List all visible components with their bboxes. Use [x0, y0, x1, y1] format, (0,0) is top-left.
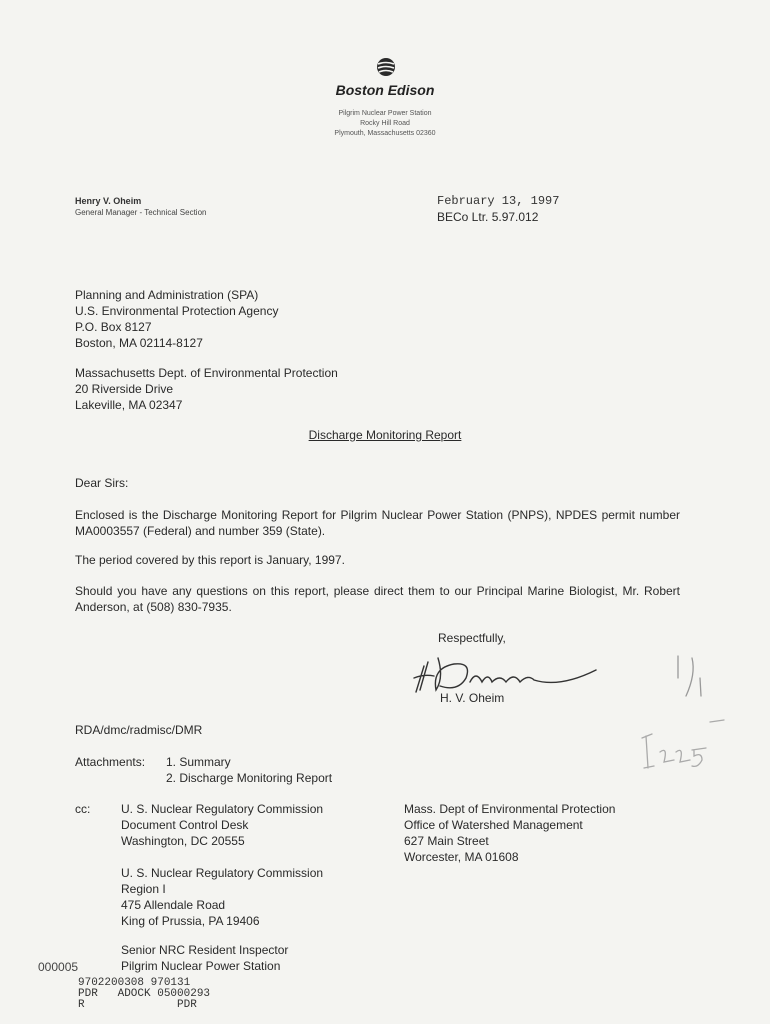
cc-label: cc: [75, 802, 91, 816]
cc-line: Pilgrim Nuclear Power Station [121, 959, 281, 973]
cc-recipient [404, 801, 615, 865]
closing: Respectfully, [438, 631, 506, 645]
docket-line: R PDR [78, 999, 197, 1011]
docket-line: PDR ADOCK 05000293 [78, 988, 211, 1000]
attachment-item: 1. Summary [166, 755, 231, 769]
cc-line: Mass. Dept of Environmental Protection [404, 802, 616, 816]
subject-line: Discharge Monitoring Report [308, 428, 462, 442]
address-line: Boston, MA 02114-8127 [75, 336, 203, 350]
sender-name: Henry V. Oheim [75, 196, 142, 206]
letter-reference: BECo Ltr. 5.97.012 [437, 210, 539, 224]
address-line: Planning and Administration (SPA) [75, 288, 259, 302]
cc-line: U. S. Nuclear Regulatory Commission [121, 866, 324, 880]
company-name: Boston Edison [335, 82, 435, 98]
recipient-address-epa [75, 287, 278, 351]
body-paragraph: Should you have any questions on this report, please direct them to our Principal Marine Biologist, Mr. Robert Anderson, at (508) 830-7935. [75, 584, 680, 614]
cc-line: Region I [121, 882, 166, 896]
address-line: Rocky Hill Road [360, 120, 410, 127]
handwritten-signature [410, 648, 610, 696]
salutation: Dear Sirs: [75, 476, 129, 490]
body-paragraph: Enclosed is the Discharge Monitoring Report for Pilgrim Nuclear Power Station (PNPS), NPDES permit number MA0003557 (Federal) and number 359 (State). [75, 508, 680, 538]
handwritten-code [640, 712, 730, 772]
handwritten-page-count [670, 652, 710, 698]
docket-stamp [78, 978, 210, 1011]
boston-edison-logo-icon [376, 57, 396, 77]
cc-line: Office of Watershed Management [404, 818, 583, 832]
file-code: RDA/dmc/radmisc/DMR [75, 723, 203, 737]
address-line: Massachusetts Dept. of Environmental Protection [75, 366, 338, 380]
attachment-item: 2. Discharge Monitoring Report [166, 771, 333, 785]
address-line: 20 Riverside Drive [75, 382, 174, 396]
stamp-number: 000005 [38, 960, 79, 974]
address-line: U.S. Environmental Protection Agency [75, 304, 279, 318]
cc-line: Document Control Desk [121, 818, 249, 832]
cc-line: King of Prussia, PA 19406 [121, 914, 260, 928]
signer-name: H. V. Oheim [440, 691, 505, 705]
cc-line: Washington, DC 20555 [121, 834, 245, 848]
docket-line: 9702200308 970131 [78, 977, 191, 989]
letterhead-address [0, 109, 770, 139]
cc-line: Worcester, MA 01608 [404, 850, 519, 864]
address-line: Pilgrim Nuclear Power Station [338, 110, 432, 117]
body-paragraph: The period covered by this report is January, 1997. [75, 553, 345, 567]
cc-recipient [121, 865, 323, 929]
cc-recipient [121, 942, 288, 974]
address-line: Lakeville, MA 02347 [75, 398, 183, 412]
cc-recipient [121, 801, 323, 849]
address-line: Plymouth, Massachusetts 02360 [334, 130, 436, 137]
attachments-label: Attachments: [75, 755, 146, 769]
sender-title: General Manager - Technical Section [75, 208, 207, 217]
cc-line: 627 Main Street [404, 834, 489, 848]
cc-line: Senior NRC Resident Inspector [121, 943, 289, 957]
cc-line: 475 Allendale Road [121, 898, 226, 912]
address-line: P.O. Box 8127 [75, 320, 152, 334]
letter-date: February 13, 1997 [437, 194, 560, 208]
recipient-address-mass-dep [75, 365, 338, 413]
cc-line: U. S. Nuclear Regulatory Commission [121, 802, 324, 816]
